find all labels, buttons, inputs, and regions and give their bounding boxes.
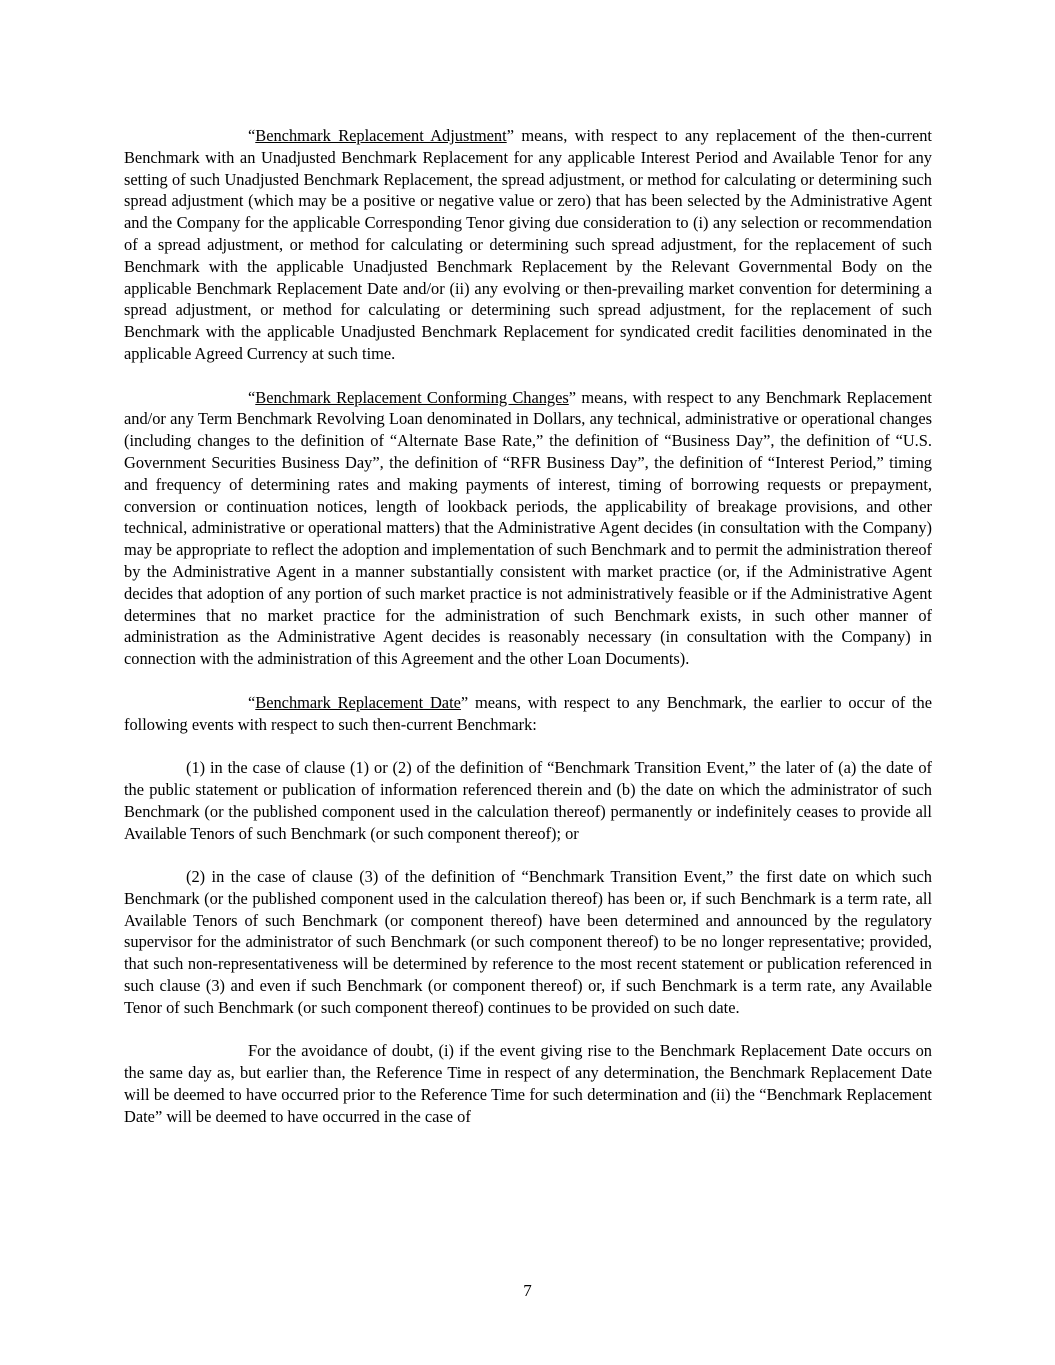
open-quote: “ [248, 692, 256, 712]
defined-term: Benchmark Replacement Date [255, 692, 461, 712]
close-quote: ” [506, 126, 514, 145]
definition-benchmark-replacement-conforming-changes [124, 387, 932, 670]
definition-text: means, with respect to any Benchmark Replacement and/or any Term Benchmark Revolving Loan denominated in Dollars, any technical, administrative or operational changes (including changes to the definition of “Alternate Base Rate,” the definition of “Business Day”, the definition of “U.S. Government Securities Business Day”, the definition of “RFR Business Day”, the definition of “Interest Period,” timing and frequency of determining rates and making payments of interest, timing of borrowing requests or prepayment, conversion or continuation notices, length of lookback periods, the applicability of breakage provisions, and other technical, administrative or operational matters) that the Administrative Agent decides (in consultation with the Company) may be appropriate to reflect the adoption and implementation of such Benchmark and to permit the administration thereof by the Administrative Agent in a manner substantially consistent with market practice (or, if the Administrative Agent decides that adoption of any portion of such market practice is not administratively feasible or if the Administrative Agent determines that no market practice for the administration of such Benchmark exists, in such other manner of administration as the Administrative Agent decides is reasonably necessary (in consultation with the Company) in connection with the administration of this Agreement and the other Loan Documents). [124, 387, 932, 669]
open-quote: “ [248, 126, 256, 145]
defined-term: Benchmark Replacement Conforming Changes [255, 387, 569, 407]
clause-item-2: (2) in the case of clause (3) of the definition of “Benchmark Transition Event,” the first date on which such Benchmark (or the published component used in the calculation thereof) has been or, if such Benchmark is a term rate, all Available Tenors of such Benchmark (or component thereof) have been determined and announced by the regulatory supervisor for the administrator of such Benchmark (or such component thereof) to be no longer representative; provided, that such non-representativeness will be determined by reference to the most recent statement or publication referenced in such clause (3) and even if such Benchmark (or component thereof) or, if such Benchmark is a term rate, any Available Tenor of such Benchmark (or such component thereof) continues to be provided on such date. [124, 867, 932, 1017]
definition-text: means, with respect to any Benchmark, the earlier to occur of the following events with respect to such then-current Benchmark: [124, 692, 932, 734]
document-page [124, 125, 932, 1149]
open-quote: “ [248, 387, 256, 407]
close-quote: ” [568, 387, 577, 407]
defined-term: Benchmark Replacement Adjustment [255, 126, 507, 145]
definition-benchmark-replacement-adjustment [124, 125, 932, 365]
avoidance-of-doubt-paragraph: For the avoidance of doubt, (i) if the event giving rise to the Benchmark Replacement Date occurs on the same day as, but earlier than, the Reference Time in respect of any determination, the Benchmark Replacement Date will be deemed to have occurred prior to the Reference Time for such determination and (ii) the “Benchmark Replacement Date” will be deemed to have occurred in the case of [124, 1041, 932, 1126]
definition-benchmark-replacement-date [124, 692, 932, 736]
page-number: 7 [523, 1281, 532, 1300]
close-quote: ” [460, 692, 469, 712]
definition-text: means, with respect to any replacement of the then-current Benchmark with an Unadjusted Benchmark Replacement for any applicable Interest Period and Available Tenor for any setting of such Unadjusted Benchmark Replacement, the spread adjustment, or method for calculating or determining such spread adjustment (which may be a positive or negative value or zero) that has been selected by the Administrative Agent and the Company for the applicable Corresponding Tenor giving due consideration to (i) any selection or recommendation of a spread adjustment, or method for calculating or determining such spread adjustment, for the replacement of such Benchmark with the applicable Unadjusted Benchmark Replacement by the Relevant Governmental Body on the applicable Benchmark Replacement Date and/or (ii) any evolving or then-prevailing market convention for determining a spread adjustment, or method for calculating or determining such spread adjustment, for the replacement of such Benchmark with the applicable Unadjusted Benchmark Replacement for syndicated credit facilities denominated in the applicable Agreed Currency at such time. [124, 126, 932, 363]
clause-item-1: (1) in the case of clause (1) or (2) of the definition of “Benchmark Transition Event,” the later of (a) the date of the public statement or publication of information referenced therein and (b) the date on which the administrator of such Benchmark (or the published component used in the calculation thereof) permanently or indefinitely ceases to provide all Available Tenors of such Benchmark (or such component thereof); or [124, 758, 932, 843]
